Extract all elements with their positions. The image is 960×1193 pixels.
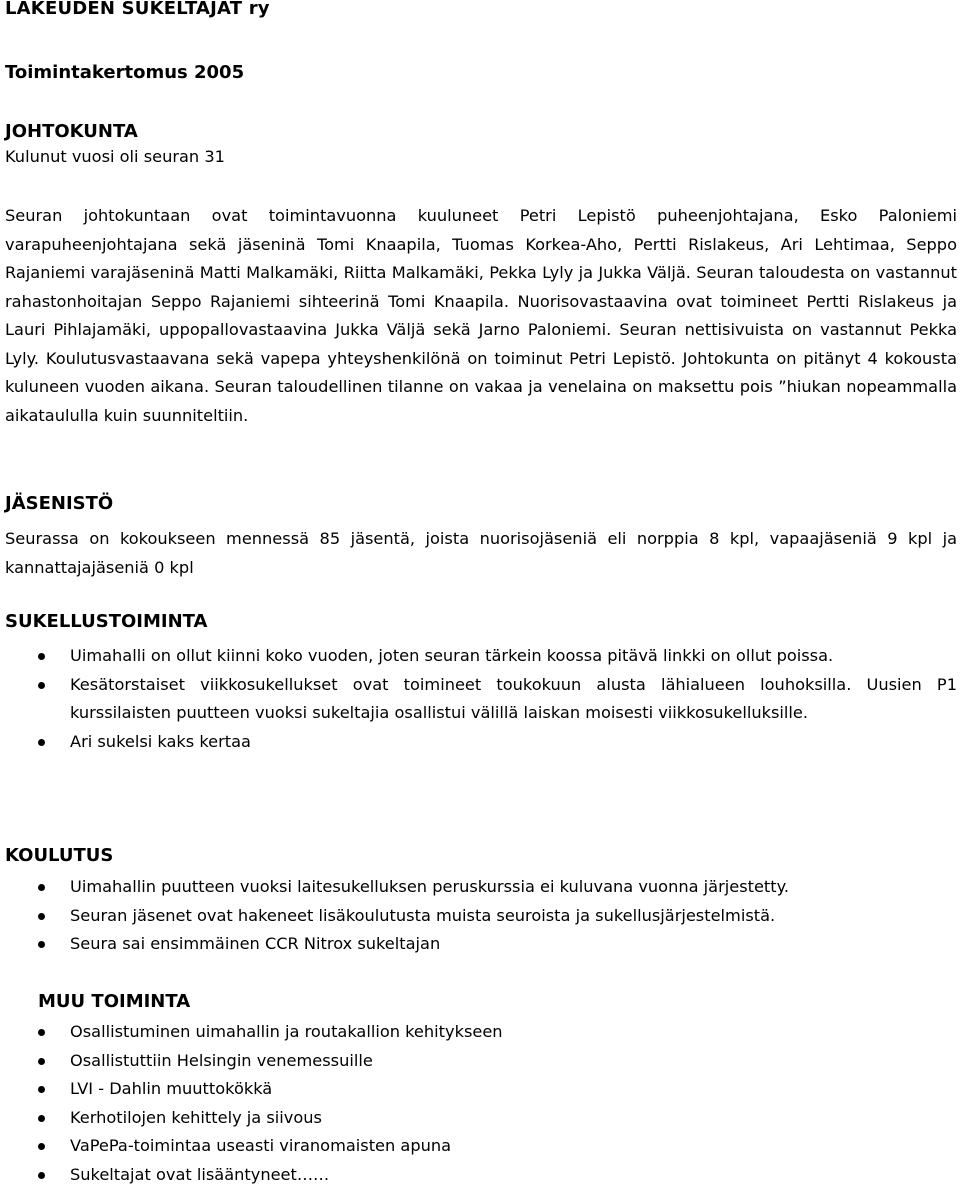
bullet-icon	[38, 1029, 45, 1036]
bullet-icon	[38, 653, 45, 660]
bullet-icon	[38, 1143, 45, 1150]
list-item: VaPePa-toimintaa useasti viranomaisten apuna	[5, 1132, 957, 1161]
list-item: Seura sai ensimmäinen CCR Nitrox sukeltajan	[5, 930, 957, 959]
list-item: Uimahallin puutteen vuoksi laitesukelluksen peruskurssia ei kuluvana vuonna järjestetty.	[5, 873, 957, 902]
bullet-icon	[38, 913, 45, 920]
organization-name: LAKEUDEN SUKELTAJAT ry	[5, 0, 270, 19]
list-item: Seuran jäsenet ovat hakeneet lisäkoulutusta muista seuroista ja sukellusjärjestelmistä.	[5, 902, 957, 931]
report-title: Toimintakertomus 2005	[5, 62, 245, 83]
bullet-icon	[38, 1115, 45, 1122]
list-item: Uimahalli on ollut kiinni koko vuoden, joten seuran tärkein koossa pitävä linkki on ollut poissa.	[5, 642, 957, 671]
bullet-icon	[38, 1172, 45, 1179]
list-item: Sukeltajat ovat lisääntyneet……	[5, 1161, 957, 1190]
list-item: Ari sukelsi kaks kertaa	[5, 728, 957, 757]
johtokunta-paragraph: Seuran johtokuntaan ovat toimintavuonna kuuluneet Petri Lepistö puheenjohtajana, Esko Paloniemi varapuheenjohtajana sekä jäseninä Tomi Knaapila, Tuomas Korkea-Aho, Pertti Rislakeus, Ari Lehtimaa, Seppo Rajaniemi varajäseninä Matti Malkamäki, Riitta Malkamäki, Pekka Lyly ja Jukka Väljä. Seuran taloudesta on vastannut rahastonhoitajan Seppo Rajaniemi sihteerinä Tomi Knaapila. Nuorisovastaavina ovat toimineet Pertti Rislakeus ja Lauri Pihlajamäki, uppopallovastaavina Jukka Väljä sekä Jarno Paloniemi. Seuran nettisivuista on vastannut Pekka Lyly. Koulutusvastaavana sekä vapepa yhteyshenkilönä on toiminut Petri Lepistö. Johtokunta on pitänyt 4 kokousta kuluneen vuoden aikana. Seuran taloudellinen tilanne on vakaa ja venelaina on maksettu pois ”hiukan nopeammalla aikataululla kuin suunniteltiin.	[5, 206, 957, 425]
list-item: Kesätorstaiset viikkosukellukset ovat toimineet toukokuun alusta lähialueen louhoksilla. Uusien P1 kurssilaisten puutteen vuoksi sukeltajia osallistui välillä laiskan moisesti viikkosukelluksille.	[5, 671, 957, 728]
bullet-icon	[38, 1086, 45, 1093]
johtokunta-intro: Kulunut vuosi oli seuran 31	[5, 147, 225, 166]
sukellustoiminta-list	[5, 642, 957, 756]
section-heading-johtokunta: JOHTOKUNTA	[5, 121, 138, 142]
list-item: Osallistuminen uimahallin ja routakallion kehitykseen	[5, 1018, 957, 1047]
list-item: Kerhotilojen kehittely ja siivous	[5, 1104, 957, 1133]
bullet-icon	[38, 884, 45, 891]
bullet-icon	[38, 1058, 45, 1065]
bullet-icon	[38, 682, 45, 689]
section-heading-sukellustoiminta: SUKELLUSTOIMINTA	[5, 611, 208, 632]
bullet-icon	[38, 739, 45, 746]
koulutus-list	[5, 873, 957, 959]
list-item: Osallistuttiin Helsingin venemessuille	[5, 1047, 957, 1076]
list-item: LVI - Dahlin muuttokökkä	[5, 1075, 957, 1104]
bullet-icon	[38, 941, 45, 948]
section-heading-muu-toiminta: MUU TOIMINTA	[38, 991, 191, 1012]
section-heading-jasenisto: JÄSENISTÖ	[5, 493, 114, 514]
muu-toiminta-list	[5, 1018, 957, 1189]
jasenisto-paragraph: Seurassa on kokoukseen mennessä 85 jäsentä, joista nuorisojäseniä eli norppia 8 kpl, vapaajäseniä 9 kpl ja kannattajajäseniä 0 kpl	[5, 529, 957, 577]
section-heading-koulutus: KOULUTUS	[5, 845, 114, 866]
